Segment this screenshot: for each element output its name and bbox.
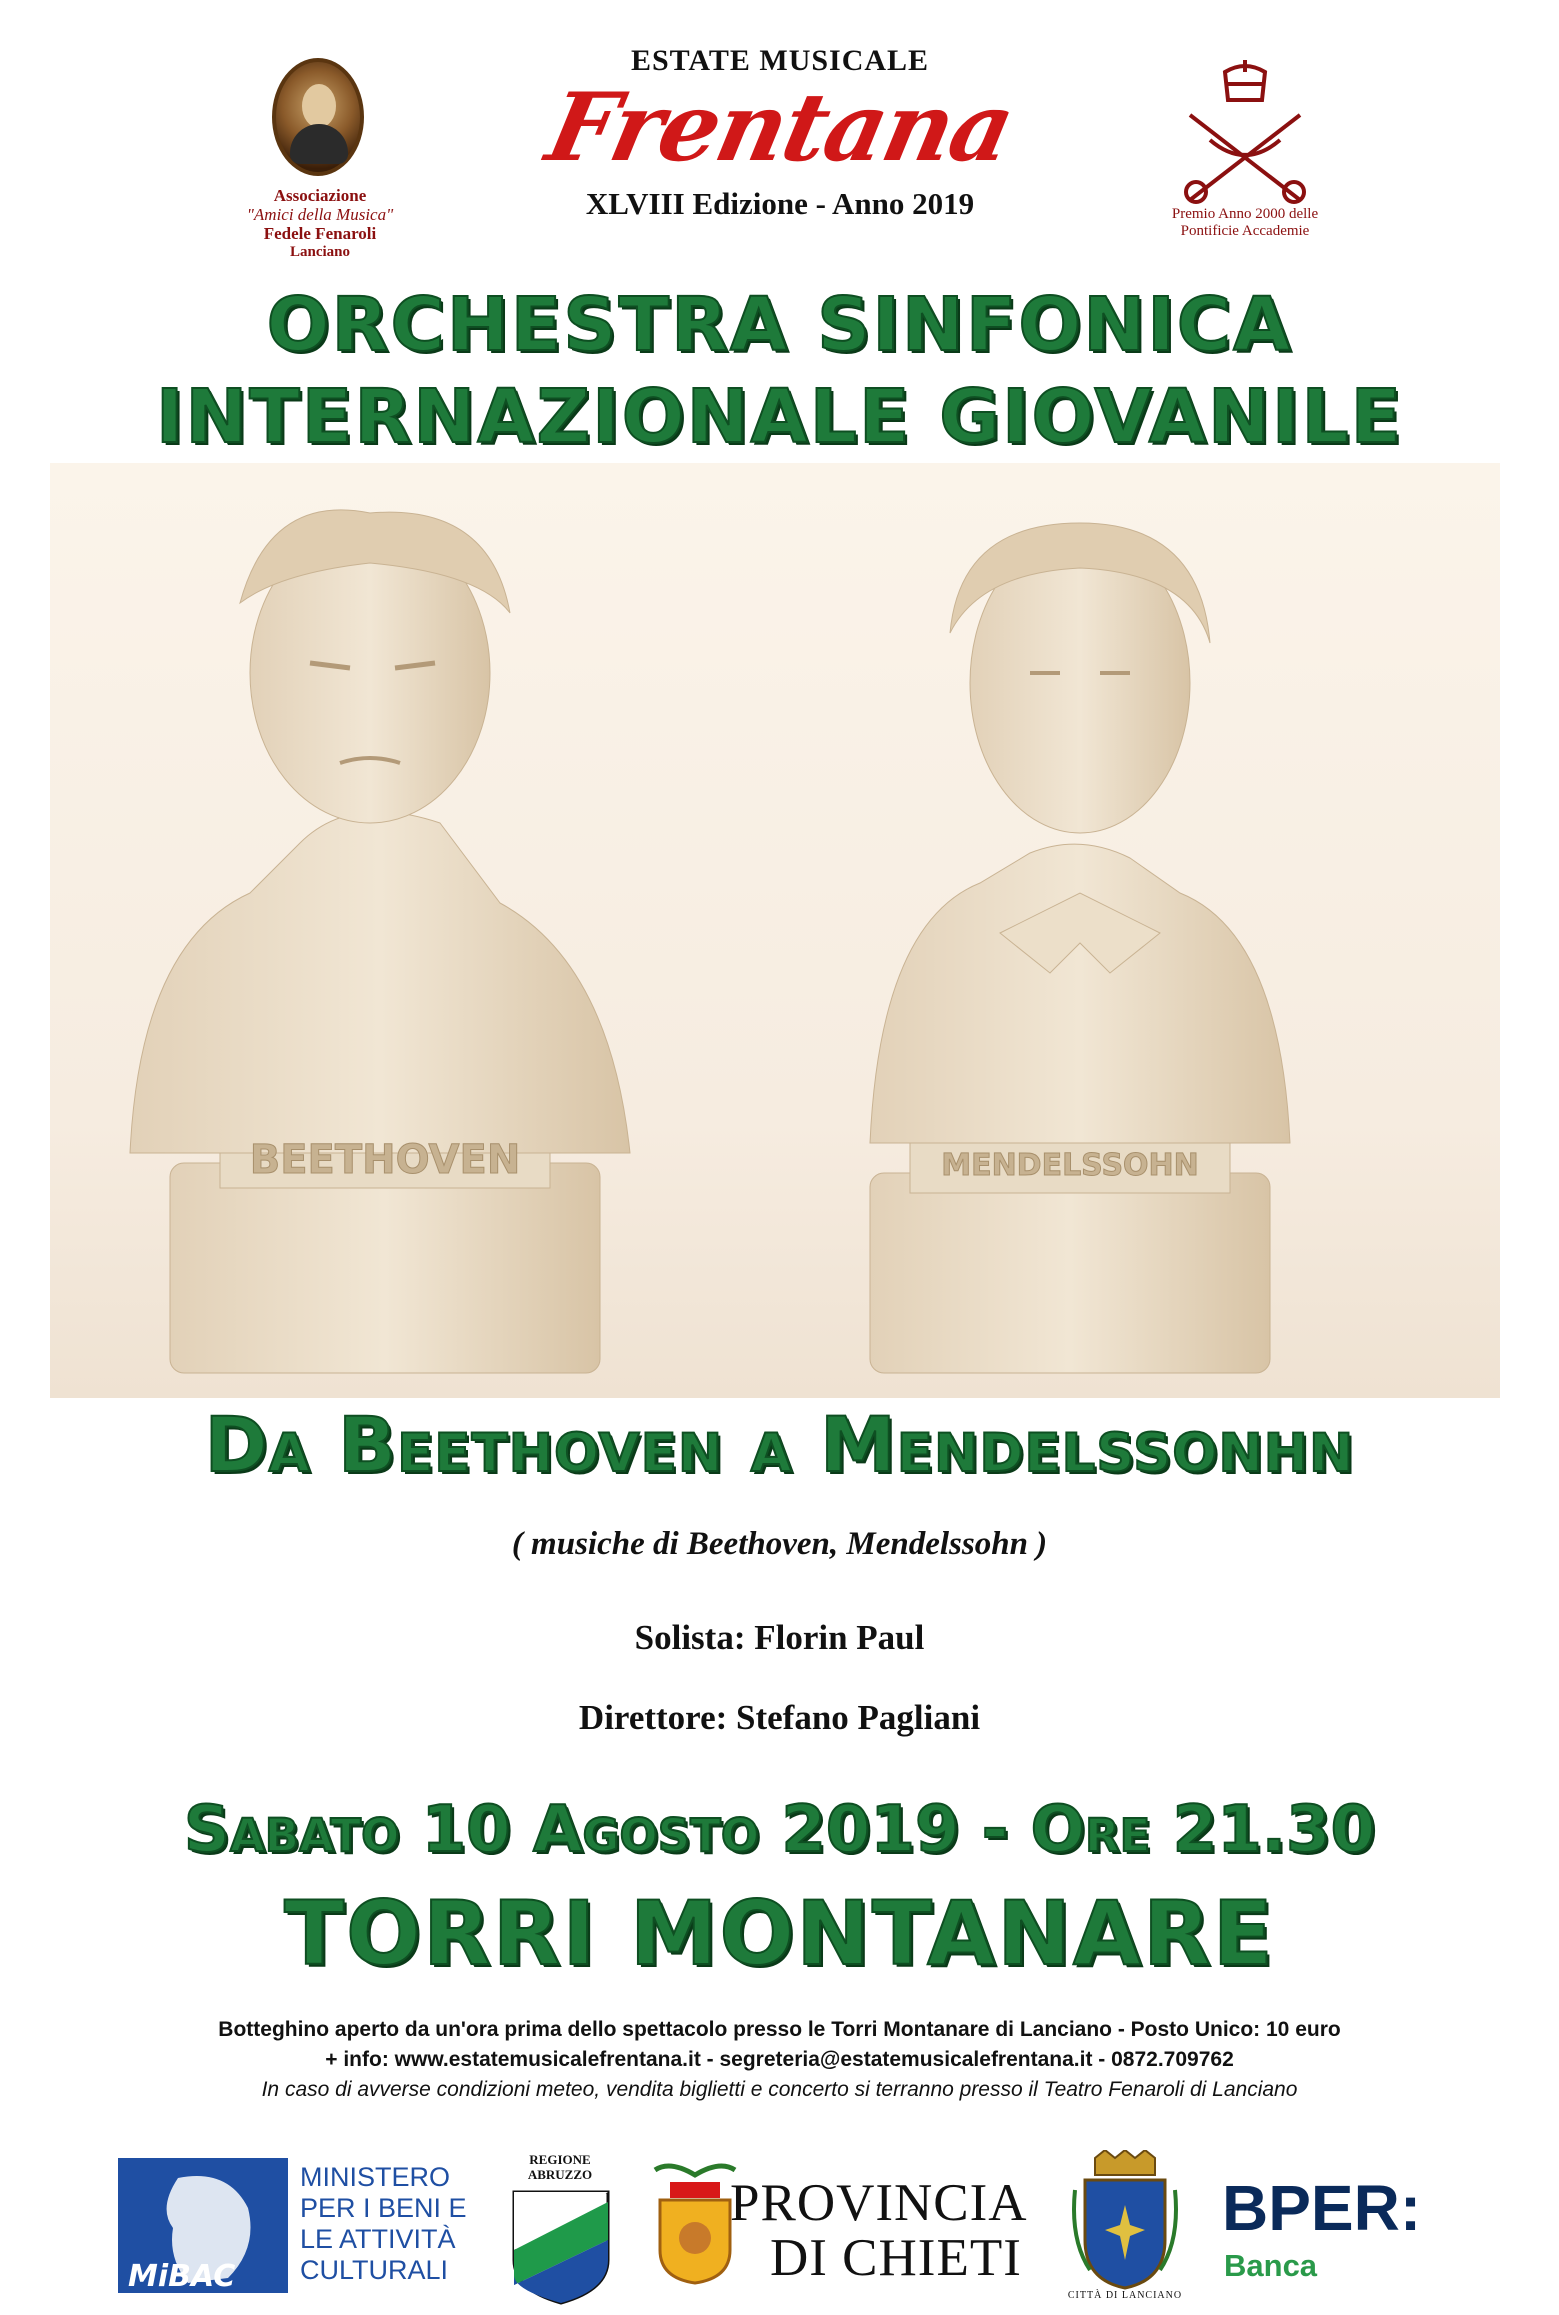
abruzzo-label <box>500 2152 620 2182</box>
weather-note: In caso di avverse condizioni meteo, vendita biglietti e concerto si terranno presso il Teatro Fenaroli di Lanciano <box>261 2078 1298 2101</box>
contact-info: + info: www.estatemusicalefrentana.it - segreteria@estatemusicalefrentana.it - 0872.709762 <box>325 2048 1234 2071</box>
association-line-1: Associazione <box>273 186 367 205</box>
bper-logo: BPER: <box>1222 2172 1422 2244</box>
abruzzo-shield-icon <box>512 2190 610 2305</box>
association-line-2: "Amici della Musica" <box>246 205 394 224</box>
association-name <box>190 186 450 262</box>
chieti-emblem-icon <box>650 2160 740 2285</box>
association-line-4: Lanciano <box>289 244 350 260</box>
abruzzo-line-2: ABRUZZO <box>527 2167 593 2182</box>
busts-photo <box>50 463 1500 1398</box>
provincia-line-2: DI CHIETI <box>770 2229 1022 2287</box>
event-venue: TORRI MONTANARE <box>284 1882 1275 1985</box>
composers-note: ( musiche di Beethoven, Mendelssohn ) <box>511 1526 1048 1562</box>
box-office-info: Botteghino aperto da un'ora prima dello spettacolo presso le Torri Montanare di Lanciano - Posto Unico: 10 euro <box>218 2018 1341 2041</box>
festival-top-label: ESTATE MUSICALE <box>630 44 930 77</box>
event-datetime: Sabato 10 Agosto 2019 - Ore 21.30 <box>183 1793 1376 1867</box>
mibac-line-1: MINISTERO <box>300 2162 451 2192</box>
association-line-3: Fedele Fenaroli <box>263 224 377 243</box>
provincia-line-1: PROVINCIA <box>730 2174 1028 2232</box>
orchestra-title-line-2: INTERNAZIONALE GIOVANILE <box>155 374 1404 460</box>
concert-subtitle: Da Beethoven a Mendelssonhn <box>204 1400 1355 1489</box>
mendelssohn-plaque: MENDELSSOHN <box>941 1148 1199 1183</box>
beethoven-plaque: BEETHOVEN <box>249 1137 521 1183</box>
award-line-1: Premio Anno 2000 delle <box>1171 206 1319 222</box>
mibac-line-4: CULTURALI <box>300 2255 449 2285</box>
abruzzo-line-1: REGIONE <box>529 2152 591 2167</box>
association-medal-portrait <box>272 58 364 176</box>
portrait-coat <box>290 124 348 164</box>
bper-banca-label: Banca <box>1224 2248 1318 2283</box>
orchestra-title-line-1: ORCHESTRA SINFONICA <box>266 282 1293 368</box>
provincia-chieti-name <box>730 2176 1060 2286</box>
award-line-2: Pontificie Accademie <box>1180 223 1310 239</box>
mibac-line-2: PER I BENI E <box>300 2193 467 2223</box>
papal-award-text <box>1130 206 1360 240</box>
lanciano-crest-icon <box>1070 2150 1180 2290</box>
festival-logo: Frentana <box>538 73 1022 183</box>
mendelssohn-bust <box>870 523 1290 1373</box>
soloist-credit: Solista: Florin Paul <box>634 1618 925 1657</box>
conductor-credit: Direttore: Stefano Pagliani <box>578 1698 981 1737</box>
edition-label: XLVIII Edizione - Anno 2019 <box>585 186 975 221</box>
mibac-logo-text: MiBAC <box>128 2259 236 2293</box>
lanciano-label: CITTÀ DI LANCIANO <box>1067 2290 1183 2301</box>
mibac-head-icon <box>118 2158 288 2293</box>
mibac-name <box>300 2162 470 2286</box>
beethoven-bust <box>130 510 630 1373</box>
mibac-line-3: LE ATTIVITÀ <box>300 2224 456 2254</box>
portrait-face <box>302 84 336 128</box>
mibac-logo <box>118 2158 288 2293</box>
busts-illustration <box>50 463 1500 1398</box>
papal-emblem-icon <box>1170 60 1320 210</box>
